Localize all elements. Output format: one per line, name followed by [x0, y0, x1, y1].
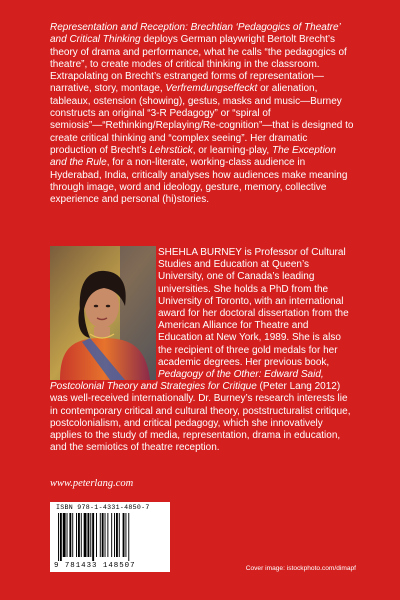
description-play-title: The Exception and the Rule [50, 144, 336, 169]
publisher-url[interactable]: www.peterlang.com [50, 478, 134, 489]
bio-text: SHEHLA BURNEY is Professor of Cultural Studies and Education at Queen’s University, one of Canada’s leading universities. She holds a PhD from the University of Toronto, with an international award for her doctoral dissertation from the American Alliance for Theatre and Education at New York, 1989. She is also the recipient of three gold medals for her academic degrees. Her previous book, [158, 247, 349, 368]
description-text: deploys German playwright Bertolt Brecht’s theory of drama and performance, what he calls “the pedagogics of theatre”, to create modes of critical thinking in the classroom. Extrapolating on Brecht’s estranged forms of representation—narrative, story, montage, [50, 34, 347, 95]
barcode-digits: 9 781433 148507 [54, 562, 136, 570]
photo-spacer [50, 247, 158, 380]
description-term: Verfremdungseffeckt [165, 83, 258, 95]
isbn-barcode [50, 502, 170, 572]
description-text: , or learning-play, [192, 144, 272, 156]
isbn-label: ISBN 978-1-4331-4850-7 [56, 504, 150, 511]
bio-text: (Peter Lang 2012) was well-received internationally. Dr. Burney’s research interests lie in contemporary critical and cultural theory, poststructuralist critique, postcolonialism, and critical pedagogy, which she innovatively applies to the study of media, representation, drama in education, and the semiotics of theatre reception. [50, 381, 351, 454]
cover-image-credit: Cover image: istockphoto.com/dimapf [245, 565, 356, 572]
description-text: , for a non-literate, working-class audience in Hyderabad, India, critically analyses how audiences make meaning through image, word and ideology, gesture, memory, collective experience and personal (hi)stories. [50, 157, 348, 206]
description-term: Lehrstück [149, 144, 193, 156]
barcode-bars [56, 513, 166, 561]
description-text: or alienation, tableaux, ostension (showing), gestus, masks and music—Burney constructs an original “3-R Pedagogy” or “spiral of semiosis”—“Rethinking/Replaying/Re-cognition”—that is designed to create critical thinking and “complex seeing”. Her dramatic production of Brecht’s [50, 83, 354, 156]
author-bio [50, 247, 354, 454]
book-description [50, 22, 354, 206]
book-title: Representation and Reception: Brechtian ‘Pedagogics of Theatre’ and Critical Thinking [50, 22, 341, 46]
previous-book-title: Pedagogy of the Other: Edward Said, Postcolonial Theory and Strategies for Critique [50, 369, 324, 393]
